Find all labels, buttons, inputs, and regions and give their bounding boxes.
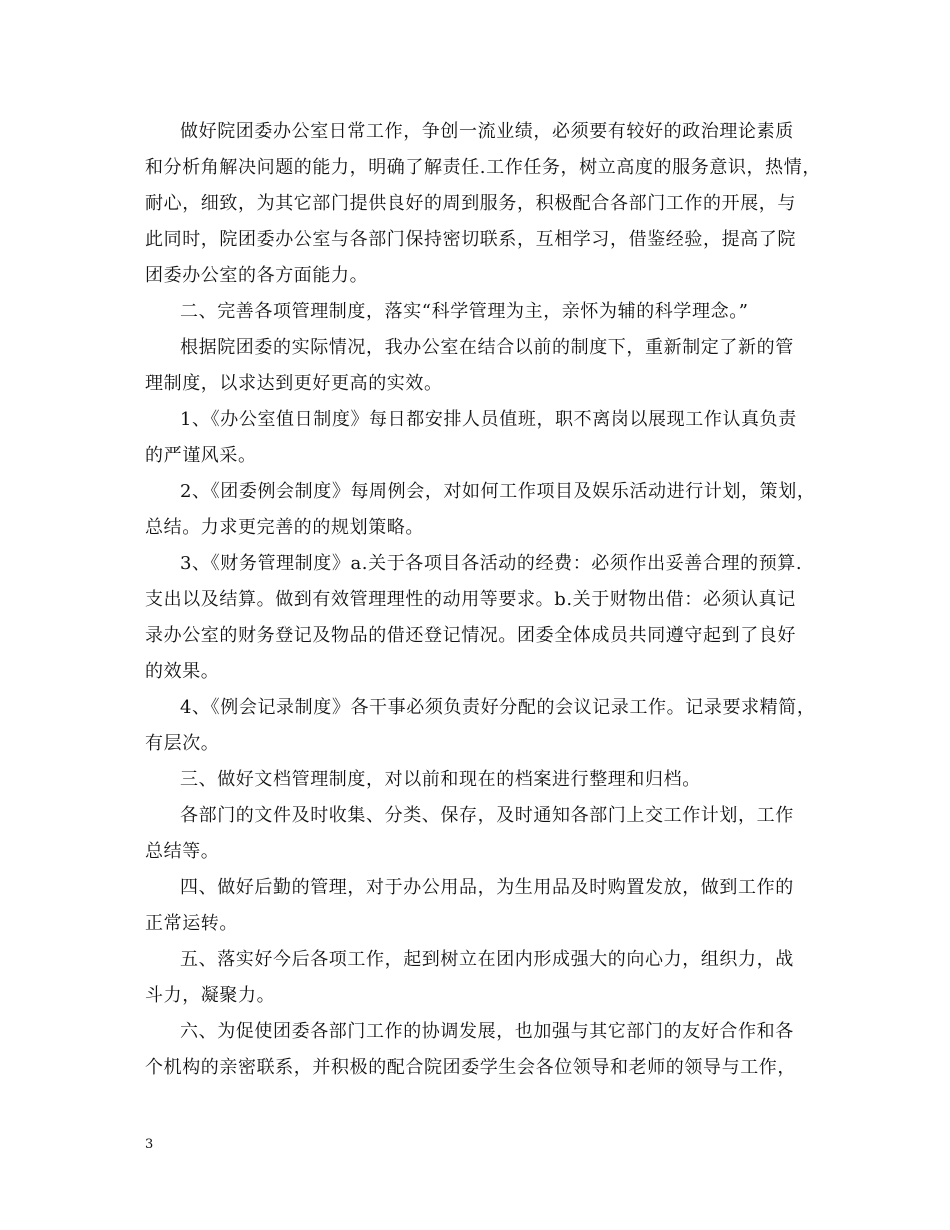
section-heading: 四、做好后勤的管理，对于办公用品，为生用品及时购置发放，做到工作的	[180, 877, 794, 898]
text-line: 的严谨风采。	[145, 445, 257, 466]
text-line: 此同时，院团委办公室与各部门保持密切联系，互相学习，借鉴经验，提高了院	[145, 229, 796, 250]
section-heading: 五、落实好今后各项工作，起到树立在团内形成强大的向心力，组织力，战	[180, 949, 794, 970]
text-line: 总结等。	[145, 841, 220, 862]
text-line: 做好院团委办公室日常工作，争创一流业绩，必须要有较好的政治理论素质	[180, 121, 794, 142]
text-line: 正常运转。	[145, 913, 238, 934]
page-number: 3	[145, 1137, 154, 1152]
list-item: 4、《例会记录制度》各干事必须负责好分配的会议记录工作。记录要求精简，	[180, 697, 816, 718]
list-item: 3、《财务管理制度》a.关于各项目各活动的经费：必须作出妥善合理的预算.	[180, 553, 803, 574]
section-heading: 二、完善各项管理制度，落实“科学管理为主，亲怀为辅的科学理念。”	[180, 301, 749, 322]
section-heading: 三、做好文档管理制度，对以前和现在的档案进行整理和归档。	[180, 769, 701, 790]
text-line: 各部门的文件及时收集、分类、保存，及时通知各部门上交工作计划，工作	[180, 805, 794, 826]
text-line: 耐心，细致，为其它部门提供良好的周到服务，积极配合各部门工作的开展，与	[145, 193, 796, 214]
text-line: 理制度，以求达到更好更高的实效。	[145, 373, 443, 394]
text-line: 团委办公室的各方面能力。	[145, 265, 369, 286]
text-line: 和分析角解决问题的能力，明确了解责任.工作任务，树立高度的服务意识，热情，	[145, 157, 821, 178]
text-line: 斗力，凝聚力。	[145, 985, 276, 1006]
text-line: 有层次。	[145, 733, 220, 754]
text-line: 个机构的亲密联系，并积极的配合院团委学生会各位领导和老师的领导与工作，	[145, 1057, 796, 1078]
text-line: 的效果。	[145, 661, 220, 682]
text-line: 总结。力求更完善的的规划策略。	[145, 517, 424, 538]
text-line: 录办公室的财务登记及物品的借还登记情况。团委全体成员共同遵守起到了良好	[145, 625, 796, 646]
list-item: 1、《办公室值日制度》每日都安排人员值班，职不离岗以展现工作认真负责	[180, 409, 797, 430]
text-line: 支出以及结算。做到有效管理理性的动用等要求。b.关于财物出借：必须认真记	[145, 589, 796, 610]
list-item: 2、《团委例会制度》每周例会，对如何工作项目及娱乐活动进行计划，策划，	[180, 481, 816, 502]
text-line: 根据院团委的实际情况，我办公室在结合以前的制度下，重新制定了新的管	[180, 337, 794, 358]
section-heading: 六、为促使团委各部门工作的协调发展，也加强与其它部门的友好合作和各	[180, 1021, 794, 1042]
